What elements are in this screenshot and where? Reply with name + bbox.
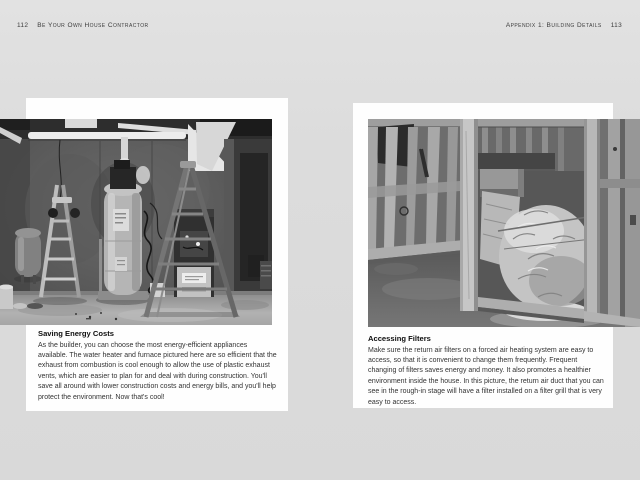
right-page-header — [506, 22, 622, 29]
right-caption-body: Make sure the return air filters on a forced air heating system are easy to access, so that it is convenient to change them frequently. Frequent changing of filters saves energy and money. It also promotes a healthier environment inside the house. In this picture, the return air duct that you can see in the rough-in stage will have a filter installed on a filter grill that is very easy to access. — [368, 346, 604, 406]
return-air-duct-framing-photo — [368, 119, 640, 327]
left-caption-body: As the builder, you can choose the most energy-efficient appliances available. The water heater and furnace pictured here are so efficient that the exhaust from combustion is cool enough to allow the use of plastic exhaust vents, which are easier to plan for and deal with during construction. You'll save all around with lower construction costs and energy bills, and you'll help protect the environment. Now that's cool! — [38, 341, 277, 401]
right-caption-title: Accessing Filters — [368, 334, 431, 343]
right-caption — [368, 334, 604, 408]
left-page-header — [17, 22, 149, 29]
left-page-number: 112 — [17, 22, 29, 29]
water-heater-basement-photo — [0, 119, 272, 325]
left-caption — [38, 329, 277, 403]
right-page-number: 113 — [610, 22, 622, 29]
right-running-title: Appendix 1: Building Details — [505, 22, 602, 29]
left-caption-title: Saving Energy Costs — [38, 329, 114, 338]
left-running-title: Be Your Own House Contractor — [37, 22, 149, 29]
